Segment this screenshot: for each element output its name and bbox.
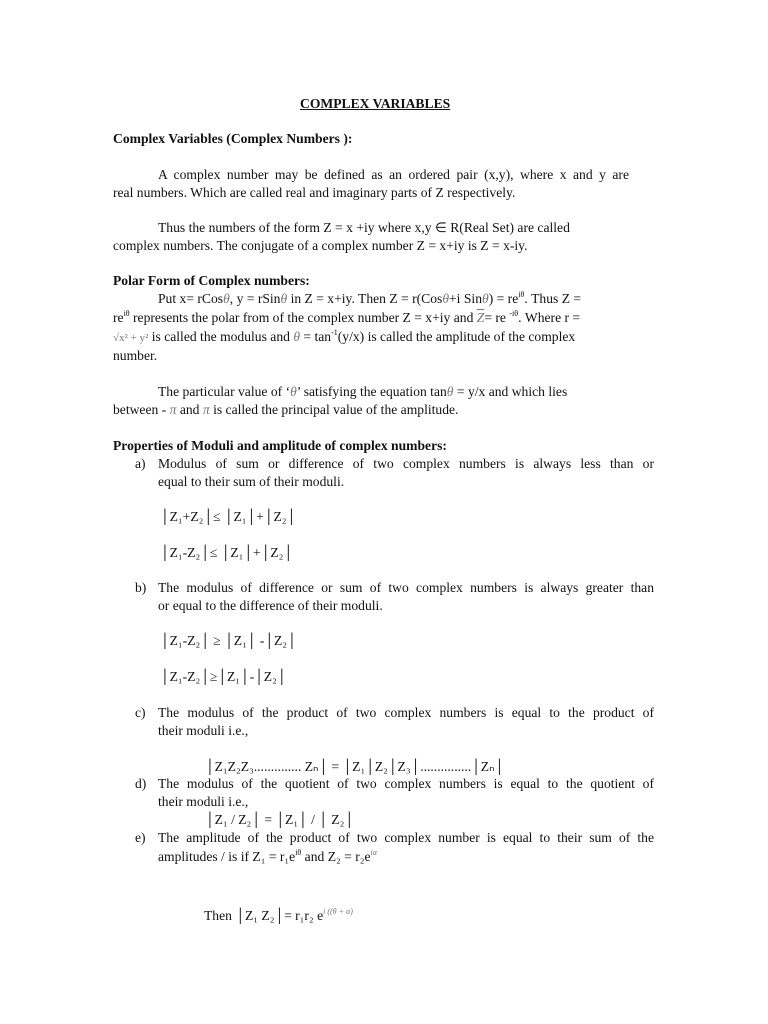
paragraph-line: Thus the numbers of the form Z = x +iy where x,y ∈ R(Real Set) are called — [158, 220, 570, 235]
list-marker: b) — [135, 580, 147, 595]
list-item-line: The modulus of difference or sum of two complex numbers is always greater than — [158, 580, 654, 595]
list-item-line: or equal to the difference of their moduli. — [158, 598, 383, 613]
paragraph-line: $re^{i\theta}$ represents the polar from of the complex number Z = x+iy and $\overline{Z}=$ re $^{-i\theta}$. Where r = — [113, 309, 581, 325]
paragraph-line: between - π and π is called the principal value of the amplitude. — [113, 402, 459, 417]
list-item-line: their moduli i.e., — [158, 794, 249, 809]
element-of-symbol: ∈ — [434, 220, 447, 235]
formula: │Z₁ / Z₂│ = │Z₁│ / │ Z₂│ — [205, 812, 354, 827]
theta-symbol: θ — [280, 291, 288, 306]
list-marker: e) — [135, 830, 146, 845]
section-heading-polar-form: Polar Form of Complex numbers: — [113, 273, 310, 288]
formula: │Z₁-Z₂│≤ │Z₁│+│Z₂│ — [160, 545, 294, 560]
section-heading-properties: Properties of Moduli and amplitude of complex numbers: — [113, 438, 447, 453]
theta-symbol: θ — [290, 384, 297, 399]
paragraph-line: √x² + y² is called the modulus and $\theta = \tan^{-1}(y/x)$ is called the amplitude of the complex — [113, 328, 576, 344]
section-heading-complex-variables: Complex Variables (Complex Numbers ): — [113, 131, 353, 146]
list-item-line: their moduli i.e., — [158, 723, 249, 738]
paragraph-line: number. — [113, 348, 158, 363]
list-item-line: equal to their sum of their moduli. — [158, 474, 345, 489]
paragraph-line: The particular value of ‘θ’ satisfying the equation tanθ = y/x and which lies — [158, 384, 568, 399]
formula: Then │Z₁ Z₂│= r₁r₂ $e^{i ((\theta + \alpha)}$ — [204, 907, 353, 923]
theta-symbol: θ — [442, 291, 450, 306]
page-title: COMPLEX VARIABLES — [300, 96, 451, 111]
list-item-line: The modulus of the quotient of two complex numbers is equal to the quotient of — [158, 776, 654, 791]
list-marker: d) — [135, 776, 147, 791]
list-item-line: Modulus of sum or difference of two complex numbers is always less than or — [158, 456, 654, 471]
theta-symbol: θ — [293, 329, 301, 344]
paragraph-line: Put x= rCosθ, y = rSinθ in Z = x+iy. Then Z = r(Cosθ+i $Sin\theta) = re^{i\theta}$. Thus Z = — [158, 290, 582, 306]
theta-symbol: θ — [446, 384, 454, 399]
list-item-line: The modulus of the product of two complex numbers is equal to the product of — [158, 705, 654, 720]
paragraph-line: complex numbers. The conjugate of a complex number Z = x+iy is Z = x-iy. — [113, 238, 528, 253]
theta-symbol: θ — [482, 291, 489, 306]
formula: │Z₁-Z₂│≥│Z₁│-│Z₂│ — [160, 669, 287, 684]
z-conjugate-symbol: $\overline{Z}$ — [476, 310, 485, 325]
formula: │Z₁Z₂Z₃.............. Zₙ│ = │Z₁│Z₂│Z₃│...............│Zₙ│ — [205, 759, 505, 774]
pi-symbol: π — [202, 402, 210, 417]
square-root-expression: √x² + y² — [113, 332, 149, 344]
list-item-line: amplitudes / is if $Z_1 = r_1e^{i\theta}$ and $Z_2 = r_2e^{i\alpha}$ — [158, 848, 377, 864]
formula: │Z₁-Z₂│ ≥ │Z₁│ -│Z₂│ — [160, 633, 297, 648]
paragraph-line: real numbers. Which are called real and imaginary parts of Z respectively. — [113, 185, 516, 200]
formula: │Z₁+Z₂│≤ │Z₁│+│Z₂│ — [160, 509, 297, 524]
paragraph-line: A complex number may be defined as an ordered pair (x,y), where x and y are — [158, 167, 629, 182]
theta-symbol: θ — [223, 291, 230, 306]
list-marker: c) — [135, 705, 146, 720]
list-marker: a) — [135, 456, 146, 471]
pi-symbol: π — [169, 402, 177, 417]
list-item-line: The amplitude of the product of two complex number is equal to their sum of the — [158, 830, 654, 845]
